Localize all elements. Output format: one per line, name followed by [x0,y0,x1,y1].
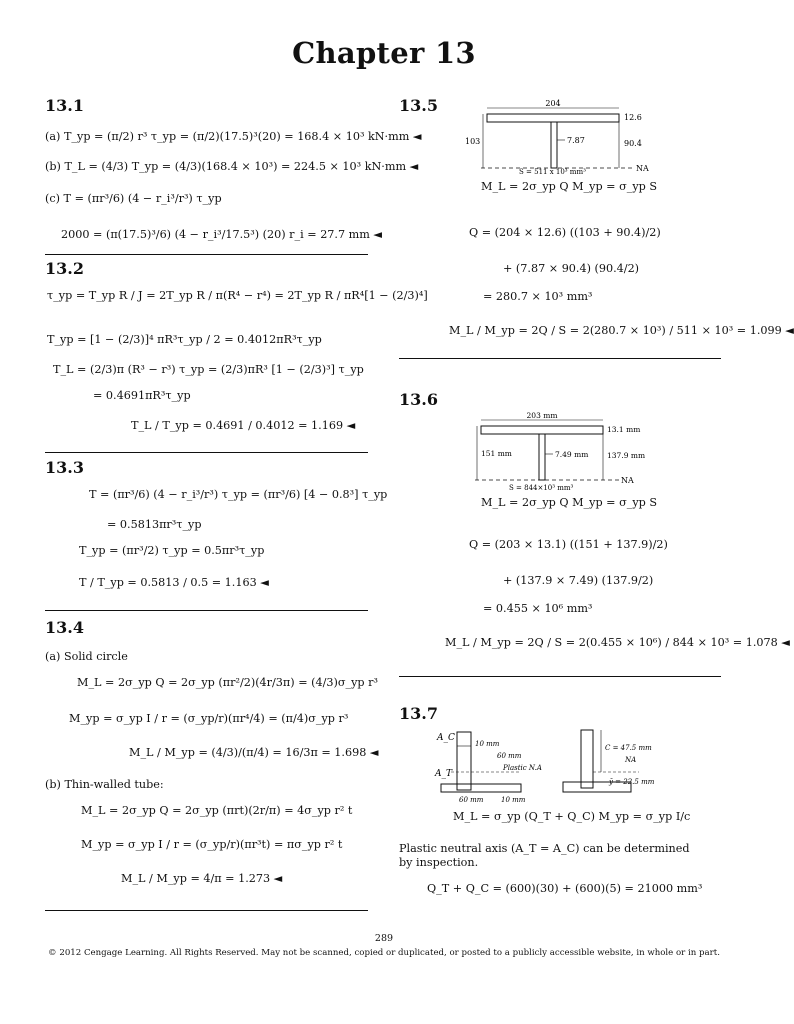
fig-label-flange: 13.1 mm [607,425,641,434]
eq-13-5-2: Q = (204 × 12.6) ((103 + 90.4)/2) [469,226,661,239]
eq-13-2-5: T_L / T_yp = 0.4691 / 0.4012 = 1.169 ◄ [131,419,356,432]
eq-13-4-2: M_yp = σ_yp I / r = (σ_yp/r)(πr⁴/4) = (π/4)σ_yp r³ [69,712,349,725]
fig-label-section-modulus: S = 844×10³ mm³ [509,484,574,492]
eq-13-6-3: + (137.9 × 7.49) (137.9/2) [503,574,654,587]
eq-13-7-2: Q_T + Q_C = (600)(30) + (600)(5) = 21000 mm³ [427,882,703,895]
t-beam-figure-13-6 [469,411,669,494]
label-solid-circle: (a) Solid circle [45,650,128,663]
fig-label-base-10mm: 10 mm [501,796,526,804]
eq-13-3-4: T / T_yp = 0.5813 / 0.5 = 1.163 ◄ [79,576,269,589]
eq-13-1-a: (a) T_yp = (π/2) r³ τ_yp = (π/2)(17.5)³(20) = 168.4 × 10³ kN·mm ◄ [45,130,422,143]
copyright-notice: © 2012 Cengage Learning. All Rights Reserved. May not be scanned, copied or duplicated, or posted to a publicly accessible website, in whole or in part. [48,948,720,958]
eq-13-4-5: M_yp = σ_yp I / r = (σ_yp/r)(πr³t) = πσ_yp r² t [81,838,343,851]
fig-label-ac: A_C [437,733,455,743]
section-heading: 13.6 [399,390,438,409]
fig-label-width: 203 mm [526,411,558,420]
fig-label-plastic-na: Plastic N.A [503,764,542,772]
fig-label-60mm: 60 mm [497,752,522,760]
fig-label-web: 7.87 [567,136,585,145]
fig-label-depth: 151 mm [481,449,512,458]
eq-13-3-2: = 0.5813πr³τ_yp [107,518,202,531]
fig-label-10mm: 10 mm [475,740,500,748]
eq-13-4-1: M_L = 2σ_yp Q = 2σ_yp (πr²/2)(4r/3π) = (4/3)σ_yp r³ [77,676,378,689]
fig-label-web: 7.49 mm [555,450,589,459]
fig-label-ybar: ȳ = 22.5 mm [609,778,655,786]
right-column [399,96,794,916]
fig-label-na: NA [621,476,634,485]
text-13-7: Plastic neutral axis (A_T = A_C) can be determined by inspection. [399,842,690,869]
fig-label-depth: 103 [465,137,481,146]
eq-13-6-5: M_L / M_yp = 2Q / S = 2(0.455 × 10⁶) / 844 × 10³ = 1.078 ◄ [445,636,790,649]
eq-13-6-2: Q = (203 × 13.1) ((151 + 137.9)/2) [469,538,668,551]
fig-label-width: 204 [545,99,561,108]
page-number: 289 [374,933,394,944]
fig-label-section-modulus: S = 511 x 10³ mm³ [519,168,586,176]
eq-13-5-3: + (7.87 × 90.4) (90.4/2) [503,262,640,275]
section-divider [399,358,721,359]
section-divider [45,452,368,453]
fig-label-na: NA [625,756,637,764]
t-beam-figure-13-5 [465,99,659,176]
fig-label-na: NA [636,164,649,173]
eq-13-2-3: T_L = (2/3)π (R³ − r³) τ_yp = (2/3)πR³ [1 − (2/3)³] τ_yp [53,363,364,376]
section-13-6 [399,390,790,649]
t-section-figure-13-7 [429,726,719,806]
eq-13-5-1: M_L = 2σ_yp Q M_yp = σ_yp S [481,180,658,193]
section-divider [45,910,368,911]
section-heading: 13.7 [399,704,438,723]
fig-label-flange: 12.6 [624,113,642,122]
section-13-7 [399,704,721,895]
eq-13-2-2: T_yp = [1 − (2/3)]⁴ πR³τ_yp / 2 = 0.4012πR³τ_yp [47,333,322,346]
eq-13-6-1: M_L = 2σ_yp Q M_yp = σ_yp S [481,496,658,509]
eq-13-2-4: = 0.4691πR³τ_yp [93,389,191,402]
section-divider [399,676,721,677]
eq-13-1-b: (b) T_L = (4/3) T_yp = (4/3)(168.4 × 10³) = 224.5 × 10³ kN·mm ◄ [45,160,419,173]
eq-13-5-5: M_L / M_yp = 2Q / S = 2(280.7 × 10³) / 511 × 10³ = 1.099 ◄ [449,324,794,337]
fig-label-at: A_T [435,769,453,779]
label-thin-walled-tube: (b) Thin-walled tube: [45,778,164,791]
eq-13-2-1: τ_yp = T_yp R / J = 2T_yp R / π(R⁴ − r⁴) = 2T_yp R / πR⁴[1 − (2/3)⁴] [47,289,428,302]
section-heading: 13.1 [45,96,84,115]
eq-13-4-4: M_L = 2σ_yp Q = 2σ_yp (πrt)(2r/π) = 4σ_yp r² t [81,804,353,817]
section-heading: 13.2 [45,259,84,278]
fig-label-web-depth: 90.4 [624,139,642,148]
eq-13-6-4: = 0.455 × 10⁶ mm³ [483,602,593,615]
fig-label-c: C = 47.5 mm [605,744,652,752]
section-13-5 [399,96,794,337]
section-divider [45,254,368,255]
eq-13-4-6: M_L / M_yp = 4/π = 1.273 ◄ [121,872,283,885]
fig-label-base-60mm: 60 mm [459,796,484,804]
eq-13-3-3: T_yp = (πr³/2) τ_yp = 0.5πr³τ_yp [79,544,265,557]
eq-13-1-c: (c) T = (πr³/6) (4 − r_i³/r³) τ_yp [45,192,222,205]
eq-13-3-1: T = (πr³/6) (4 − r_i³/r³) τ_yp = (πr³/6) [4 − 0.8³] τ_yp [89,488,388,501]
eq-13-7-1: M_L = σ_yp (Q_T + Q_C) M_yp = σ_yp I/c [453,810,691,823]
chapter-title: Chapter 13 [292,36,476,70]
eq-13-4-3: M_L / M_yp = (4/3)/(π/4) = 16/3π = 1.698 ◄ [129,746,379,759]
section-13-4 [45,618,379,885]
fig-label-web-depth: 137.9 mm [607,451,646,460]
section-divider [45,610,368,611]
eq-13-1-c2: 2000 = (π(17.5)³/6) (4 − r_i³/17.5³) (20) r_i = 27.7 mm ◄ [61,228,383,241]
section-heading: 13.4 [45,618,84,637]
eq-13-5-4: = 280.7 × 10³ mm³ [483,290,593,303]
page-footer [0,933,768,958]
section-13-3 [45,458,388,589]
section-heading: 13.5 [399,96,438,115]
section-heading: 13.3 [45,458,84,477]
